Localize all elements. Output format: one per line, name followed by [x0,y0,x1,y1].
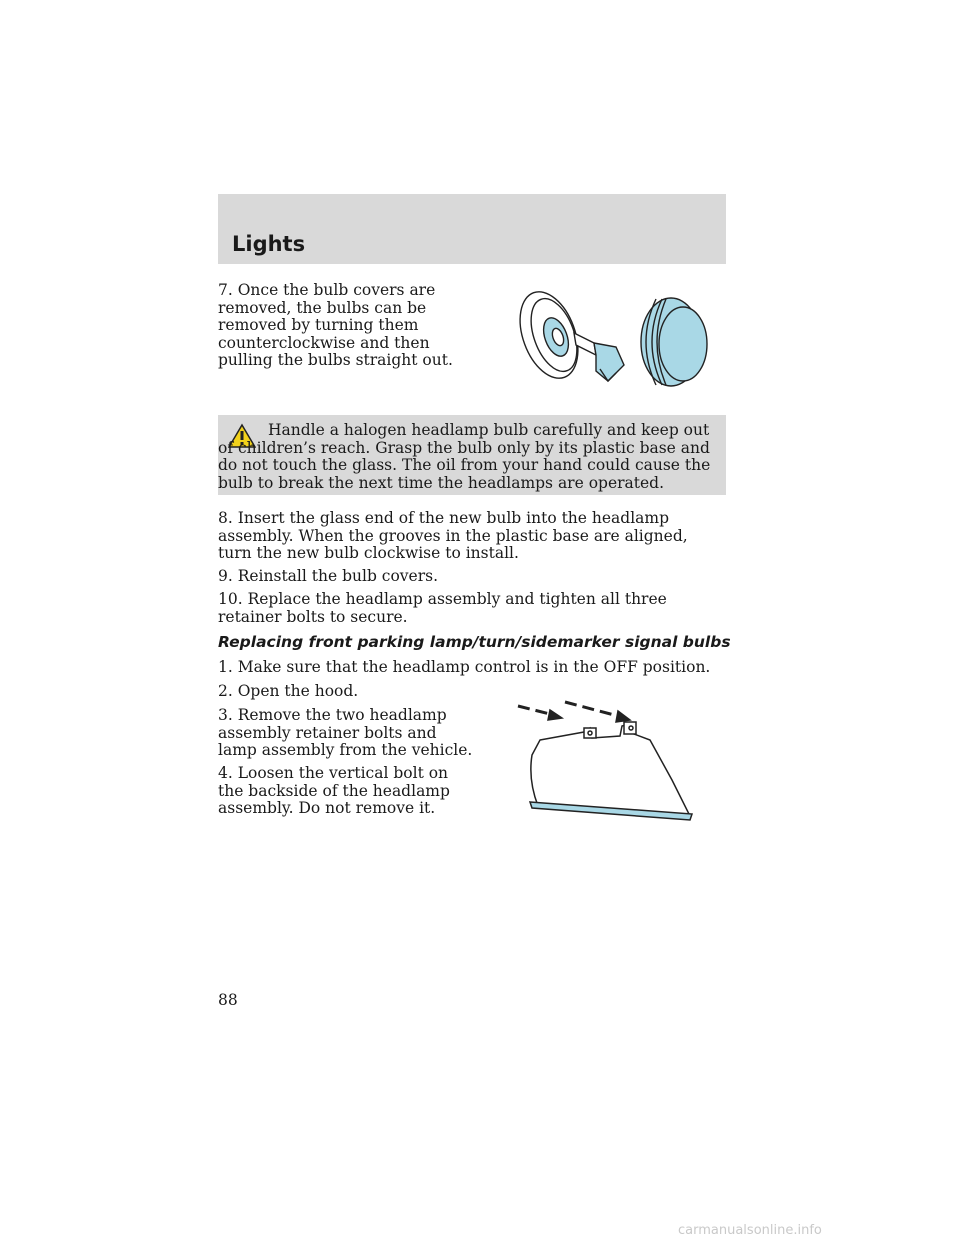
step-7-text: 7. Once the bulb covers are removed, the bulbs can be removed by turning them counterclockwise and then pulling the bulbs straight out. [218,281,453,369]
step-10-text: 10. Replace the headlamp assembly and tighten all three retainer bolts to secure. [218,590,667,626]
page-number: 88 [218,991,238,1009]
parking-step-4-text: 4. Loosen the vertical bolt on the backside of the headlamp assembly. Do not remove it. [218,764,450,817]
parking-step-1-text: 1. Make sure that the headlamp control is in the OFF position. [218,658,711,676]
step-9-text: 9. Reinstall the bulb covers. [218,567,439,585]
parking-step-3-text: 3. Remove the two headlamp assembly retainer bolts and lamp assembly from the vehicle. [218,706,473,759]
headlamp-assembly-illustration [510,700,710,830]
watermark-text: carmanualsonline.info [678,1223,822,1238]
warning-box [218,415,726,495]
warning-text: Handle a halogen headlamp bulb carefully and keep out of children’s reach. Grasp the bulb only by its plastic base and do not touch the glass. The oil from your hand could cause the bulb to break the next time the headlamps are operated. [218,421,711,492]
parking-step-2-text: 2. Open the hood. [218,682,359,700]
bulb-removal-illustration [516,285,716,395]
section-title: Lights [232,232,306,256]
section-header-band [218,194,726,264]
subheading: Replacing front parking lamp/turn/sidemarker signal bulbs [218,633,731,651]
step-8-text: 8. Insert the glass end of the new bulb into the headlamp assembly. When the grooves in the plastic base are aligned, turn the new bulb clockwise to install. [218,509,688,562]
